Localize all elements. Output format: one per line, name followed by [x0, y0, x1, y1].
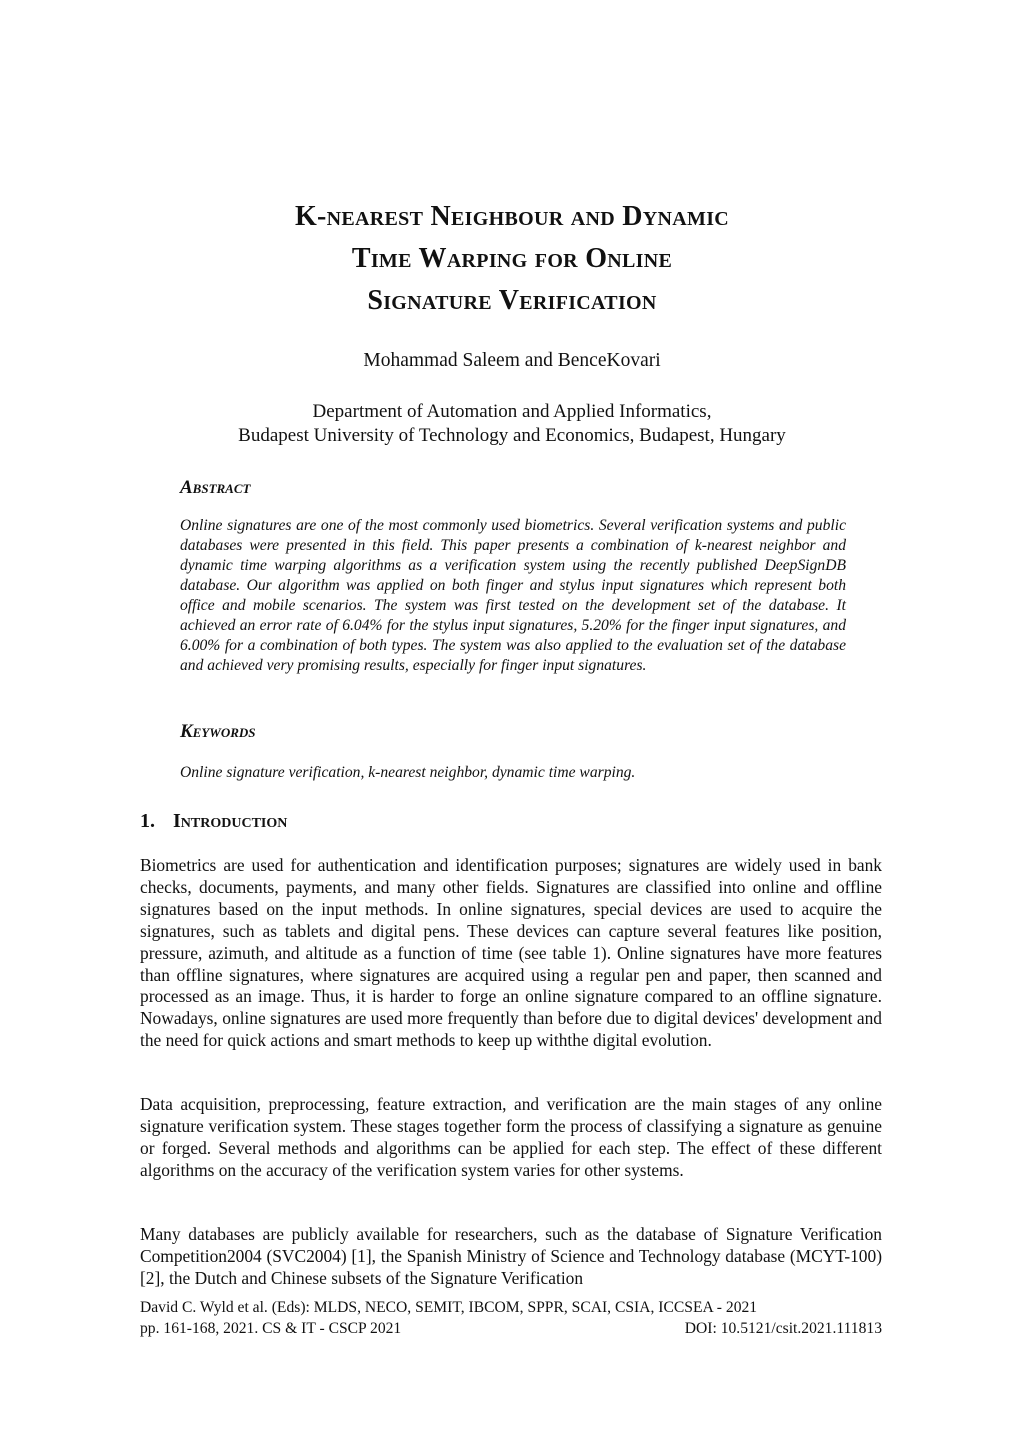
title-line: K-nearest Neighbour and Dynamic [294, 201, 730, 232]
authors: Mohammad Saleem and BenceKovari [363, 350, 661, 371]
abstract-text: Online signatures are one of the most commonly used biometrics. Several verification systems and public databases were presented in this field. This paper presents a combination of k-nearest neighbor and dynamic time warping algorithms as a verification system using the recently published DeepSignDB database. Our algorithm was applied on both finger and stylus input signatures which represent both office and mobile scenarios. The system was first tested on the development set of the database. It achieved an error rate of 6.04% for the stylus input signatures, 5.20% for the finger input signatures, and 6.00% for a combination of both types. The system was also applied to the evaluation set of the database and achieved very promising results, especially for finger input signatures. [180, 517, 846, 674]
title-line: Time Warping for Online [351, 243, 673, 274]
section-title: Introduction [173, 810, 288, 832]
keywords-text: Online signature verification, k-nearest neighbor, dynamic time warping. [180, 764, 636, 781]
page-footer [140, 1297, 882, 1339]
footer-doi: DOI: 10.5121/csit.2021.111813 [684, 1320, 882, 1337]
affiliation-line: Department of Automation and Applied Informatics, [312, 401, 712, 422]
footer-pages: pp. 161-168, 2021. CS & IT - CSCP 2021 [140, 1320, 402, 1337]
keywords-heading: Keywords [180, 721, 256, 742]
footer-proceedings: David C. Wyld et al. (Eds): MLDS, NECO, SEMIT, IBCOM, SPPR, SCAI, CSIA, ICCSEA - 2021 [140, 1299, 758, 1316]
intro-paragraph: Biometrics are used for authentication and identification purposes; signatures are widely used in bank checks, documents, payments, and many other fields. Signatures are classified into online and offline signatures based on the input methods. In online signatures, special devices are used to acquire the signatures, such as tablets and digital pens. These devices can capture several features like position, pressure, azimuth, and altitude as a function of time (see table 1). Online signatures have more features than offline signatures, where signatures are acquired using a regular pen and paper, then scanned and processed as an image. Thus, it is harder to forge an online signature compared to an offline signature. Nowadays, online signatures are used more frequently than before due to digital devices' development and the need for quick actions and smart methods to keep up withthe digital evolution. [140, 855, 882, 1051]
intro-paragraph: Data acquisition, preprocessing, feature extraction, and verification are the main stages of any online signature verification system. These stages together form the process of classifying a signature as genuine or forged. Several methods and algorithms can be applied for each step. The effect of these different algorithms on the accuracy of the verification system varies for other systems. [140, 1094, 882, 1180]
affiliation [100, 400, 924, 448]
introduction-heading [140, 809, 287, 833]
paper-title [100, 196, 924, 322]
footer-row [140, 1318, 882, 1339]
intro-paragraph: Many databases are publicly available for researchers, such as the database of Signature Verification Competition2004 (SVC2004) [1], the Spanish Ministry of Science and Technology database (MCYT-100) [2], the Dutch and Chinese subsets of the Signature Verification [140, 1224, 882, 1288]
abstract-heading: Abstract [180, 477, 251, 498]
affiliation-line: Budapest University of Technology and Economics, Budapest, Hungary [238, 425, 786, 446]
section-number: 1. [140, 810, 155, 832]
title-line: Signature Verification [367, 285, 657, 316]
